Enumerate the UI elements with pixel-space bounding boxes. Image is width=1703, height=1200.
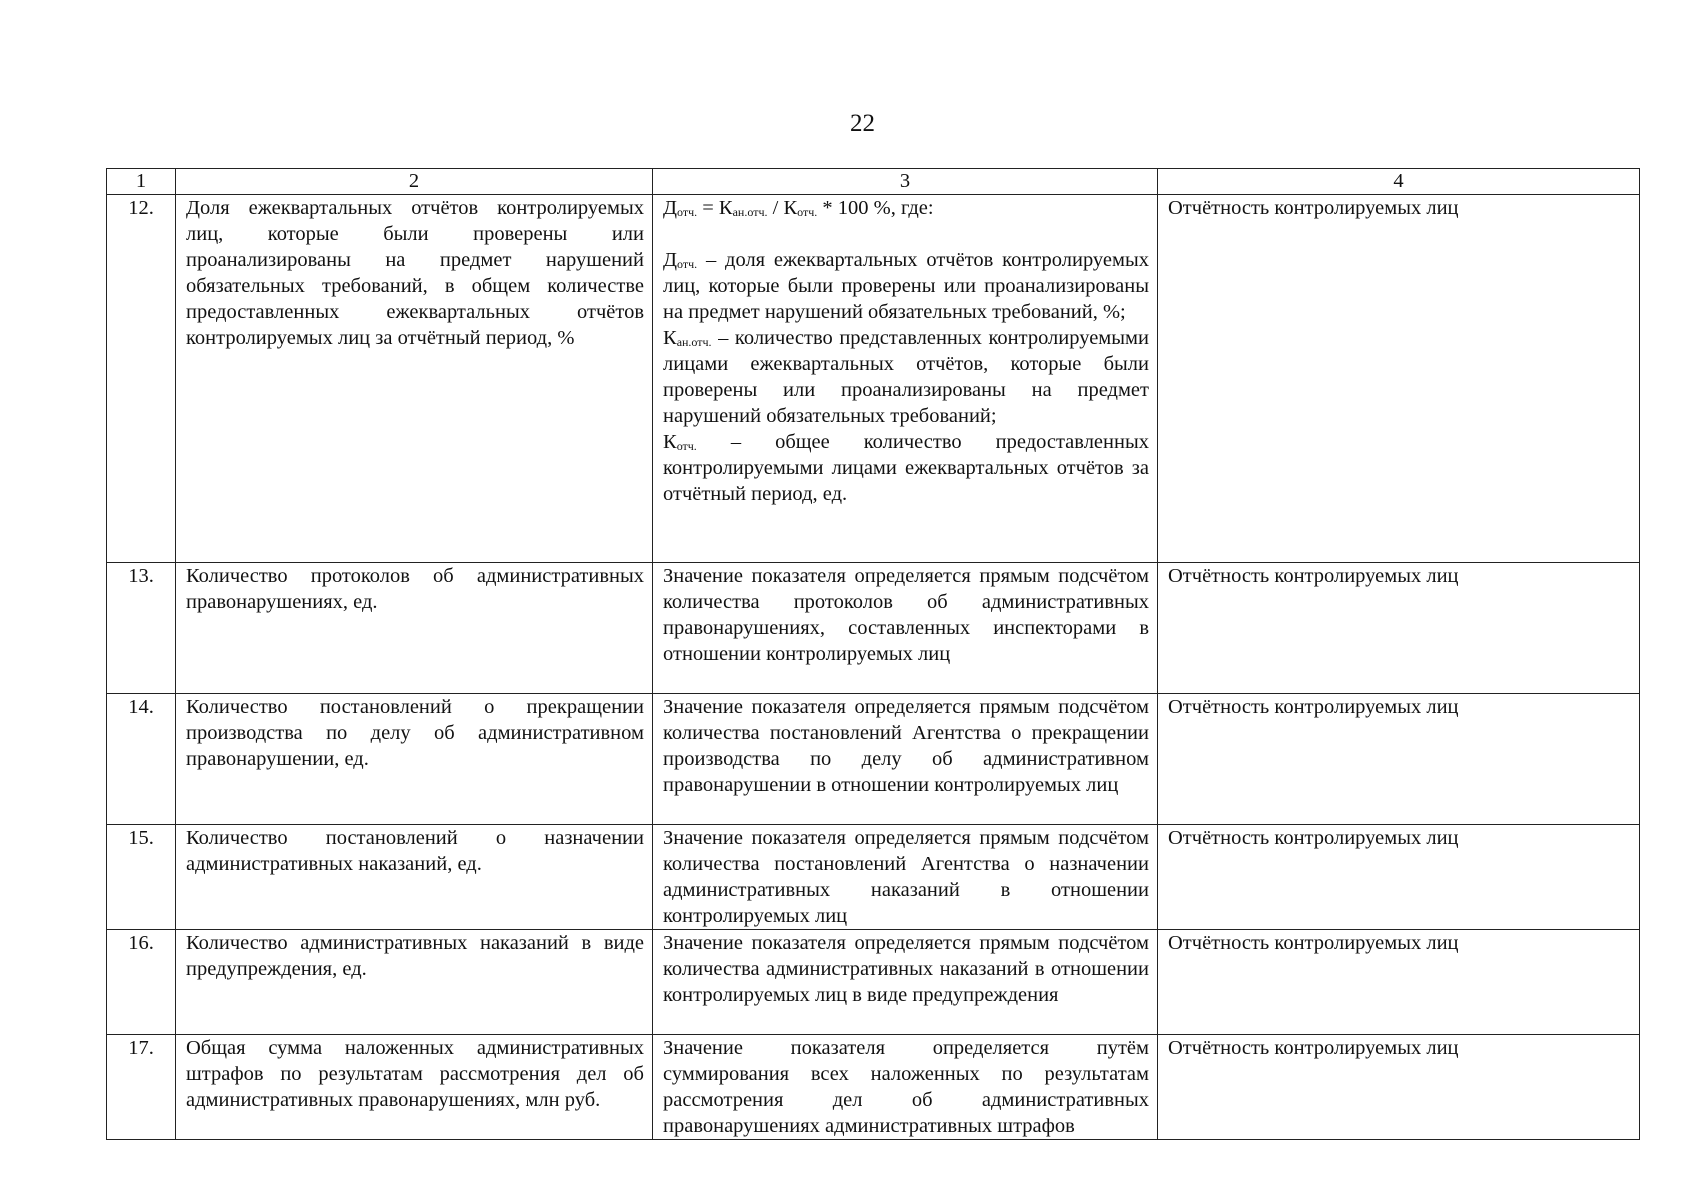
table-header-row <box>107 169 1640 195</box>
formula-definition: $К_{ан.отч.}$ – количество представленных контролируемыми лицами ежеквартальных отчётов, которые были проверены или проанализированы на предмет нарушений обязательных требований; <box>663 327 1149 427</box>
data-source: Отчётность контролируемых лиц <box>1158 930 1640 1035</box>
calculation-method: Значение показателя определяется прямым подсчётом количества постановлений Агентства о назначении административных наказаний в отношении контролируемых лиц <box>653 825 1158 930</box>
row-number: 17. <box>107 1035 176 1140</box>
calculation-method: Значение показателя определяется прямым подсчётом количества постановлений Агентства о прекращении производства по делу об административном правонарушении в отношении контролируемых лиц <box>653 694 1158 825</box>
header-col-3: 3 <box>653 169 1158 195</box>
table-row <box>107 195 1640 563</box>
indicator-name: Количество протоколов об административных правонарушениях, ед. <box>176 563 653 694</box>
calculation-method: Значение показателя определяется путём суммирования всех наложенных по результатам рассмотрения дел об административных правонарушениях административных штрафов <box>653 1035 1158 1140</box>
data-source: Отчётность контролируемых лиц <box>1158 563 1640 694</box>
data-source: Отчётность контролируемых лиц <box>1158 1035 1640 1140</box>
header-col-1: 1 <box>107 169 176 195</box>
indicator-name: Количество административных наказаний в виде предупреждения, ед. <box>176 930 653 1035</box>
row-number: 16. <box>107 930 176 1035</box>
table-row <box>107 1035 1640 1140</box>
indicator-name: Количество постановлений о назначении административных наказаний, ед. <box>176 825 653 930</box>
calculation-method <box>653 195 1158 563</box>
formula-definition: $Д_{отч.}$ – доля ежеквартальных отчётов контролируемых лиц, которые были проверены или проанализированы на предмет нарушений обязательных требований, %; <box>663 249 1149 323</box>
table-row <box>107 694 1640 825</box>
indicator-name: Количество постановлений о прекращении производства по делу об административном правонарушении, ед. <box>176 694 653 825</box>
row-number: 12. <box>107 195 176 563</box>
page-number: 22 <box>850 110 875 137</box>
table-row <box>107 930 1640 1035</box>
indicator-name: Общая сумма наложенных административных штрафов по результатам рассмотрения дел об административных правонарушениях, млн руб. <box>176 1035 653 1140</box>
header-col-4: 4 <box>1158 169 1640 195</box>
row-number: 15. <box>107 825 176 930</box>
data-source: Отчётность контролируемых лиц <box>1158 694 1640 825</box>
indicators-table <box>106 168 1640 1140</box>
row-number: 13. <box>107 563 176 694</box>
calculation-method: Значение показателя определяется прямым подсчётом количества протоколов об административных правонарушениях, составленных инспекторами в отношении контролируемых лиц <box>653 563 1158 694</box>
table-row <box>107 563 1640 694</box>
table-row <box>107 825 1640 930</box>
header-col-2: 2 <box>176 169 653 195</box>
indicator-name: Доля ежеквартальных отчётов контролируемых лиц, которые были проверены или проанализированы на предмет нарушений обязательных требований, в общем количестве предоставленных ежеквартальных отчётов контролируемых лиц за отчётный период, % <box>176 195 653 563</box>
calculation-method: Значение показателя определяется прямым подсчётом количества административных наказаний в отношении контролируемых лиц в виде предупреждения <box>653 930 1158 1035</box>
row-number: 14. <box>107 694 176 825</box>
data-source: Отчётность контролируемых лиц <box>1158 195 1640 563</box>
data-source: Отчётность контролируемых лиц <box>1158 825 1640 930</box>
formula-definition: $К_{отч.}$ – общее количество предоставленных контролируемыми лицами ежеквартальных отчётов за отчётный период, ед. <box>663 431 1149 505</box>
formula: $Д_{отч.} = К_{ан.отч.} / К_{отч.} * 100$ %, где: <box>663 197 934 219</box>
